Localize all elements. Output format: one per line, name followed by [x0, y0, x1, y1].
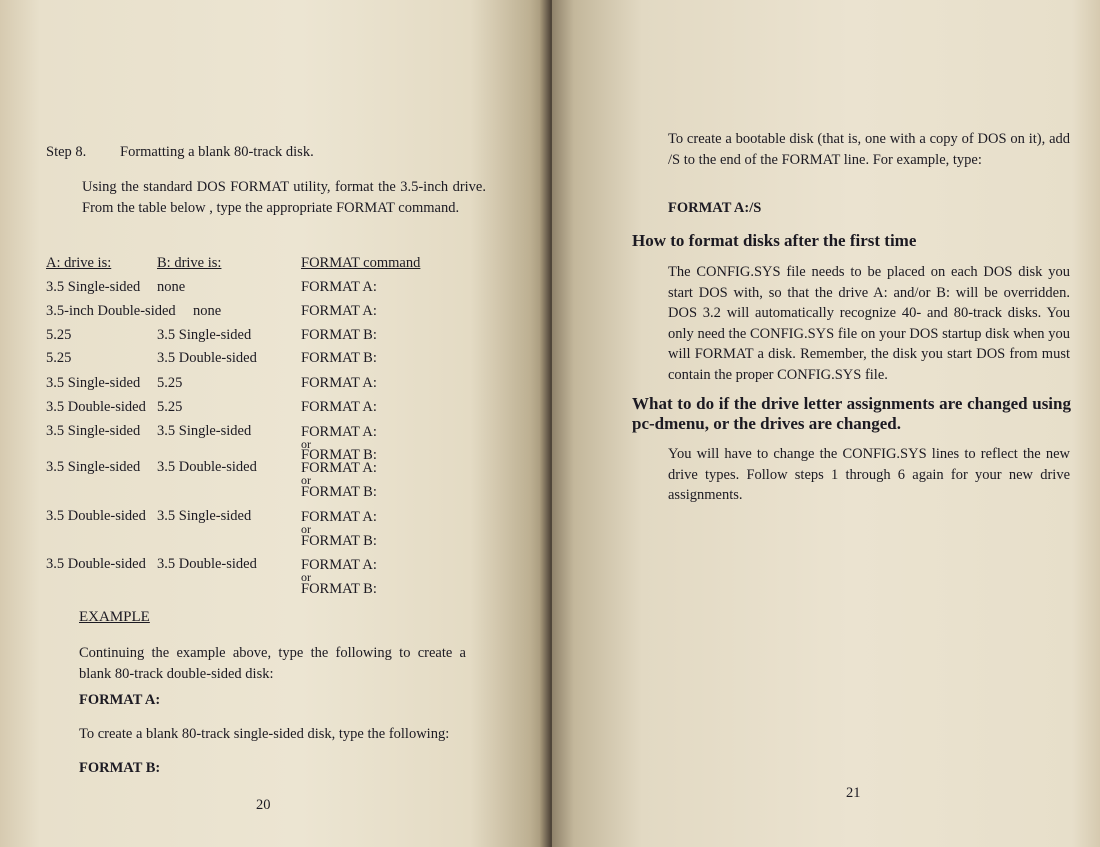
row-2-cmd: FORMAT A: — [301, 303, 377, 319]
example-command-2: FORMAT B: — [79, 760, 161, 776]
heading-format-after-first-time: How to format disks after the first time — [632, 231, 917, 250]
example-paragraph-2: To create a blank 80-track single-sided disk, type the following: — [79, 726, 450, 742]
row-9-a: 3.5 Double-sided — [46, 508, 146, 524]
row-7-b: 3.5 Single-sided — [157, 423, 252, 439]
row-7-cmd2: FORMAT B: — [301, 447, 377, 463]
row-3-a: 5.25 — [46, 327, 72, 343]
step-label: Step 8. — [46, 144, 87, 160]
row-1-a: 3.5 Single-sided — [46, 279, 141, 295]
header-format-command: FORMAT command — [301, 255, 421, 271]
row-4-b: 3.5 Double-sided — [157, 350, 257, 366]
row-9-cmd2: FORMAT B: — [301, 533, 377, 549]
row-1-cmd: FORMAT A: — [301, 279, 377, 295]
step-title: Formatting a blank 80-track disk. — [120, 144, 314, 160]
row-8-cmd: FORMAT A: — [301, 460, 377, 476]
page-number-right: 21 — [846, 785, 861, 801]
row-7-or: or — [301, 437, 311, 451]
row-6-cmd: FORMAT A: — [301, 399, 377, 415]
row-8-or: or — [301, 473, 311, 487]
bootable-paragraph: To create a bootable disk (that is, one with a copy of DOS on it), add /S to the end of the FORMAT line. For example, type: — [668, 131, 1070, 168]
example-paragraph-1: Continuing the example above, type the following to create a blank 80-track double-sided disk: — [79, 645, 466, 682]
example-heading: EXAMPLE — [79, 609, 150, 625]
row-10-cmd: FORMAT A: — [301, 557, 377, 573]
bootable-command: FORMAT A:/S — [668, 200, 762, 216]
page-number-left: 20 — [256, 797, 271, 813]
row-10-b: 3.5 Double-sided — [157, 556, 257, 572]
heading-drive-letters-changed: What to do if the drive letter assignments are changed using pc-dmenu, or the drives are changed. — [632, 394, 1071, 433]
config-sys-paragraph: The CONFIG.SYS file needs to be placed on each DOS disk you start DOS with, so that the drive A: and/or B: will be overridden. DOS 3.2 will automatically recognize 40- and 80-track disks. You only need the CONFIG.SYS file on your DOS startup disk when you will FORMAT a disk. Remember, the disk you start DOS from must contain the proper CONFIG.SYS file. — [668, 264, 1070, 383]
row-8-cmd2: FORMAT B: — [301, 484, 377, 500]
row-10-cmd2: FORMAT B: — [301, 581, 377, 597]
row-8-b: 3.5 Double-sided — [157, 459, 257, 475]
right-page — [552, 0, 1100, 847]
row-9-cmd: FORMAT A: — [301, 509, 377, 525]
row-4-cmd: FORMAT B: — [301, 350, 377, 366]
row-5-a: 3.5 Single-sided — [46, 375, 141, 391]
row-9-or: or — [301, 522, 311, 536]
row-2-b: none — [193, 303, 222, 319]
row-3-b: 3.5 Single-sided — [157, 327, 252, 343]
change-config-paragraph: You will have to change the CONFIG.SYS lines to reflect the new drive types. Follow steps 1 through 6 again for your new drive assignments. — [668, 446, 1070, 503]
row-3-cmd: FORMAT B: — [301, 327, 377, 343]
intro-paragraph: Using the standard DOS FORMAT utility, format the 3.5-inch drive. From the table below , type the appropriate FORMAT command. — [82, 179, 486, 216]
example-command-1: FORMAT A: — [79, 692, 161, 708]
row-5-cmd: FORMAT A: — [301, 375, 377, 391]
header-b-drive: B: drive is: — [157, 255, 222, 271]
row-9-b: 3.5 Single-sided — [157, 508, 252, 524]
row-10-or: or — [301, 570, 311, 584]
row-8-a: 3.5 Single-sided — [46, 459, 141, 475]
row-7-cmd: FORMAT A: — [301, 424, 377, 440]
row-10-a: 3.5 Double-sided — [46, 556, 146, 572]
row-5-b: 5.25 — [157, 375, 183, 391]
row-2-a: 3.5-inch Double-sided — [46, 303, 176, 319]
left-page — [0, 0, 548, 847]
row-6-a: 3.5 Double-sided — [46, 399, 146, 415]
header-a-drive: A: drive is: — [46, 255, 112, 271]
row-1-b: none — [157, 279, 186, 295]
row-6-b: 5.25 — [157, 399, 183, 415]
row-4-a: 5.25 — [46, 350, 72, 366]
row-7-a: 3.5 Single-sided — [46, 423, 141, 439]
